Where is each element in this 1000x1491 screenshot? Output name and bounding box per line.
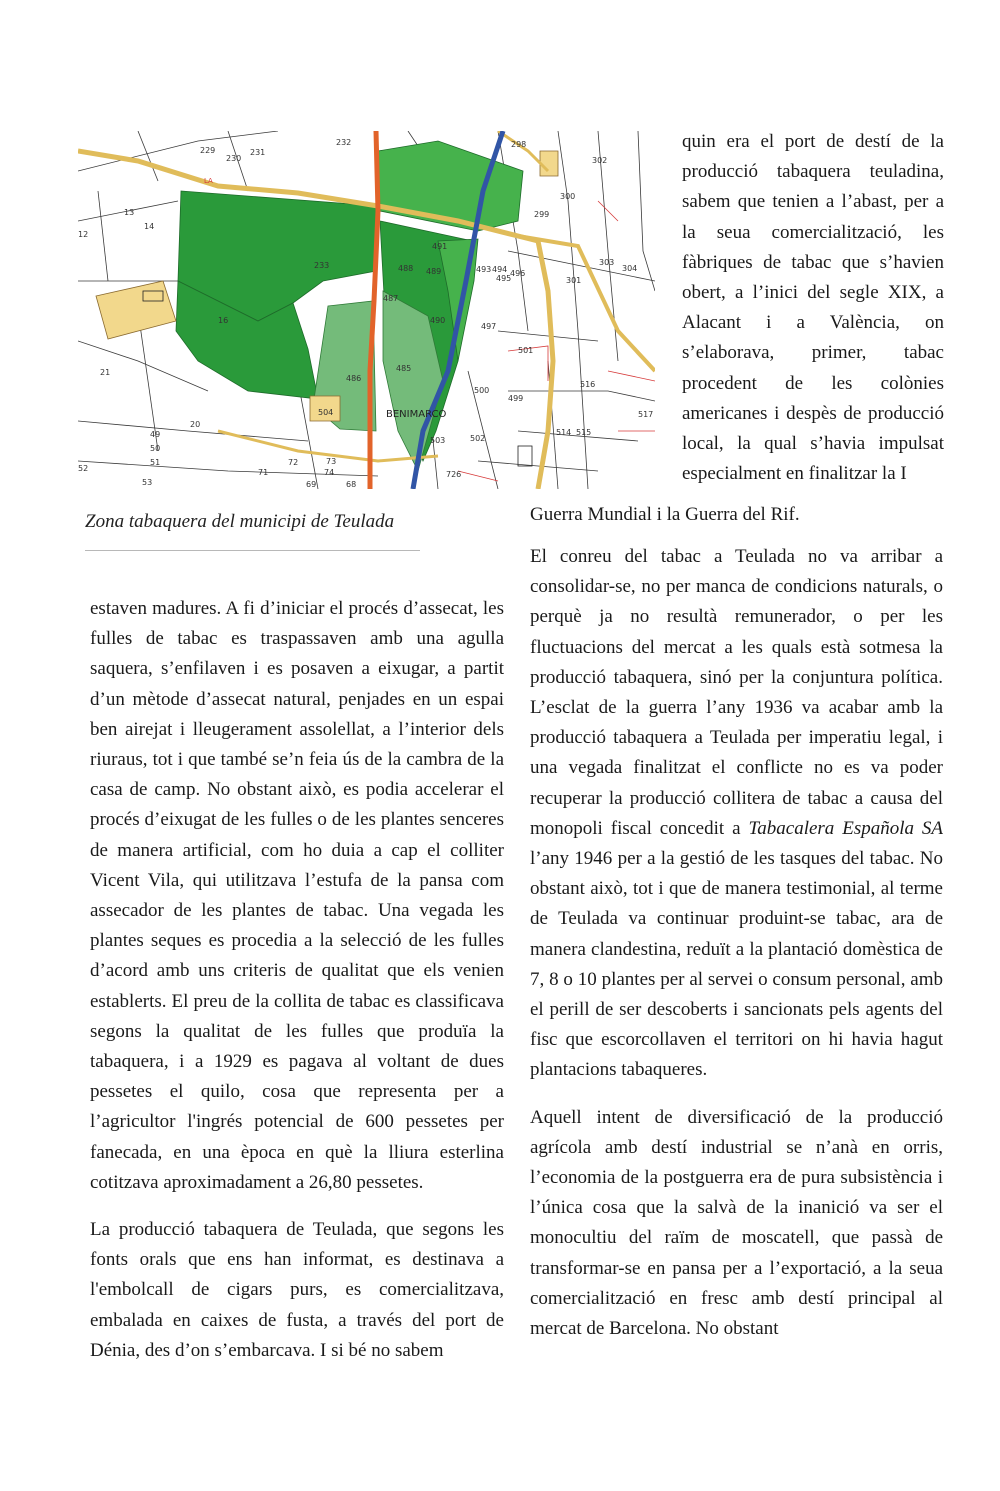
tobacco-zone-map <box>78 131 655 489</box>
company-name-italic: Tabacalera Española SA <box>748 817 944 839</box>
map-label: 72 <box>288 458 299 467</box>
map-label: 301 <box>566 276 582 285</box>
right-column-main <box>530 542 943 1361</box>
map-label: 726 <box>446 470 462 479</box>
map-label: 298 <box>511 140 527 149</box>
map-label: 53 <box>142 478 153 487</box>
map-label: 303 <box>599 258 615 267</box>
paragraph-right-2 <box>530 542 943 1086</box>
map-label: 20 <box>190 420 201 429</box>
paragraph-right-continuation: Guerra Mundial i la Guerra del Rif. <box>530 504 800 525</box>
map-label: 495 <box>496 274 512 283</box>
map-label: 16 <box>218 316 229 325</box>
map-label: 12 <box>78 230 89 239</box>
map-label: 488 <box>398 264 414 273</box>
map-label: 493 <box>476 265 492 274</box>
building-plot-north <box>540 151 558 176</box>
paragraph-left-2: La producció tabaquera de Teulada, que segons les fonts orals que ens han informat, es destinava a l'embolcall de cigars purs, es comercialitzava, embalada en caixes de fusta, a través del port de Dénia, des d’on s’embarcava. I si bé no sabem <box>90 1219 504 1361</box>
map-label: 71 <box>258 468 269 477</box>
map-label: 13 <box>124 208 135 217</box>
figure-caption: Zona tabaquera del municipi de Teulada <box>85 511 395 532</box>
map-label: 516 <box>580 380 596 389</box>
map-label: 490 <box>430 316 446 325</box>
paragraph-right-2-part-a: El conreu del tabac a Teulada no va arribar a consolidar-se, no per manca de condicions naturals, o perquè ja no resultà remunerador, o per les fluctuacions del mercat a les quals està sotmesa la producció tabaquera, sinó per la conjuntura política. L’esclat de la guerra l’any 1936 va acabar amb la producció tabaquera a Teulada per imperatiu legal, i una vegada finalitzat el conflicte no es va poder recuperar la producció collitera de tabac a causa del monopoli fiscal concedit a <box>530 546 943 839</box>
map-label: 517 <box>638 410 654 419</box>
left-column <box>90 594 504 1383</box>
cadastral-map-graphic <box>78 131 655 489</box>
road-label-la: LA <box>204 177 213 185</box>
map-label: 300 <box>560 192 576 201</box>
map-label: 299 <box>534 210 550 219</box>
map-label: 502 <box>470 434 486 443</box>
place-label-benimarco: BENIMARCO <box>386 409 447 420</box>
right-column-continuation <box>530 500 943 547</box>
map-label: 52 <box>78 464 89 473</box>
map-label: 50 <box>150 444 161 453</box>
map-label: 232 <box>336 138 352 147</box>
map-label: 500 <box>474 386 490 395</box>
paragraph-right-top: quin era el port de destí de la producció tabaquera teuladina, sabem que tenien a l’abast, per a la seua comercialització, les fàbriques de tabac que s’havien obert, a l’inici del segle XIX, a Alacant i a València, on s’elaborava, primer, tabac procedent de les colònies americanes i despès de producció local, la qual s’havia impulsat especialment en finalitzar la I <box>682 131 944 485</box>
map-label: 496 <box>510 269 526 278</box>
map-label: 501 <box>518 346 534 355</box>
right-column-top <box>682 127 944 489</box>
map-label: 489 <box>426 267 442 276</box>
map-label: 486 <box>346 374 362 383</box>
map-label: 14 <box>144 222 155 231</box>
map-label: 485 <box>396 364 412 373</box>
map-label: 499 <box>508 394 524 403</box>
map-label: 21 <box>100 368 111 377</box>
map-label: 73 <box>326 457 337 466</box>
map-label: 68 <box>346 480 357 489</box>
map-label: 231 <box>250 148 266 157</box>
road-label-torre: TORRE <box>302 177 326 185</box>
map-label: 497 <box>481 322 497 331</box>
map-label: 494 <box>492 265 508 274</box>
paragraph-right-2-part-b: l’any 1946 per a la gestió de les tasques del tabac. No obstant això, tot i que de manera testimonial, al terme de Teulada va continuar produint-se tabac, ara de manera clandestina, reduït a la plantació domèstica de 7, 8 o 10 plantes per al servei o consum personal, amb el perill de ser descoberts i sancionats pels agents del fisc que escorcollaven el territori on hi havia hagut plantacions tabaqueres. <box>530 848 943 1081</box>
map-label: 487 <box>383 294 399 303</box>
map-label: 229 <box>200 146 216 155</box>
map-label: 74 <box>324 468 335 477</box>
paragraph-right-3: Aquell intent de diversificació de la producció agrícola amb destí industrial se n’anà en orris, l’economia de la postguerra era de pura subsistència i l’única cosa que la salvà de la inanició va ser el monocultiu del raïm de moscatell, que passà de transformar-se en pansa per a l’exportació, a la seua comercialització en fresc amb destí principal al mercat de Barcelona. No obstant <box>530 1106 943 1340</box>
caption-divider <box>85 550 420 551</box>
map-label: 515 <box>576 428 592 437</box>
map-label: 504 <box>318 408 334 417</box>
map-label: 230 <box>226 154 242 163</box>
map-label: 491 <box>432 242 448 251</box>
paragraph-left-1: estaven madures. A fi d’iniciar el procés d’assecat, les fulles de tabac es traspassaven amb una agulla saquera, s’enfilaven i es posaven a eixugar, a partit d’un mètode d’assecat natural, penjades en un espai ben airejat i lleugerament assolellat, a l’interior dels riuraus, tot i que també se’n feia ús de la cambra de la casa de camp. No obstant això, es podia accelerar el procés d’eixugat de les fulles o de les plantes senceres de manera artificial, com ho duia a cap el colliter Vicent Vila, qui utilitzava l’estufa de la pansa com assecador de les plantes de tabac. Una vegada les plantes seques es procedia a la selecció de les fulles d’acord amb uns criteris de qualitat que els venien establerts. El preu de la collita de tabac es classificava segons la qualitat de les fulles que produïa la tabaquera, i a 1929 es pagava al voltant de dues pessetes el quilo, cosa que representa per a l’agricultor l'ingrés potencial de 600 pessetes per fanecada, en una època en què la lliura esterlina cotitzava aproximadament a 26,80 pessetes. <box>90 598 504 1193</box>
map-label: 302 <box>592 156 608 165</box>
map-label: 304 <box>622 264 638 273</box>
map-label: 233 <box>314 261 330 270</box>
map-label: 69 <box>306 480 317 489</box>
map-label: 51 <box>150 458 161 467</box>
map-label: 49 <box>150 430 161 439</box>
map-label: 503 <box>430 436 446 445</box>
map-label: 514 <box>556 428 572 437</box>
